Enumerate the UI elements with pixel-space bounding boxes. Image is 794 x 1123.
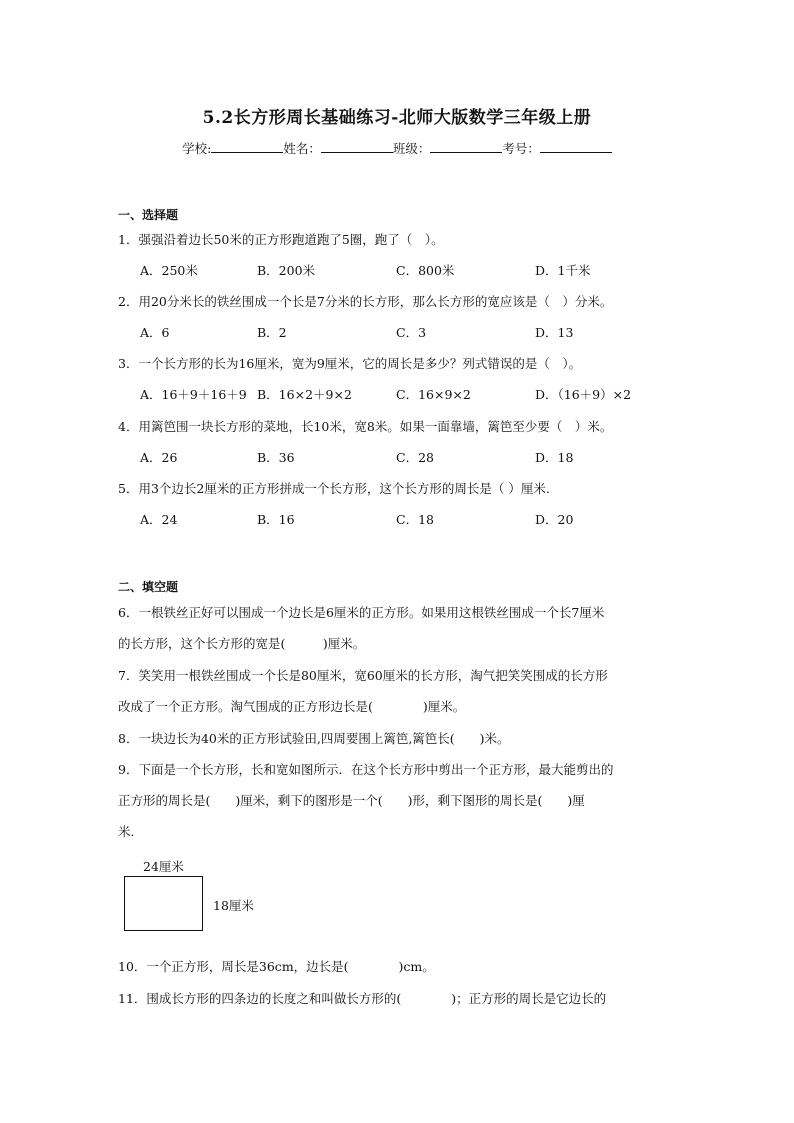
- question-7-line-1: 7．笑笑用一根铁丝围成一个长是80厘米，宽60厘米的长方形，淘气把笑笑围成的长方形: [118, 668, 608, 683]
- question-2: 2．用20分米长的铁丝围成一个长是7分米的长方形，那么长方形的宽应该是（ ）分米。: [118, 294, 613, 309]
- option-b[interactable]: B．36: [257, 450, 295, 465]
- rectangle-figure: [124, 876, 203, 931]
- question-5-options: [140, 510, 700, 528]
- option-a[interactable]: A．250米: [140, 263, 198, 278]
- question-9-line-3: 米．: [118, 824, 144, 839]
- option-d[interactable]: D．13: [535, 325, 574, 340]
- question-5: 5．用3个边长2厘米的正方形拼成一个长方形，这个长方形的周长是（ ）厘米.: [118, 481, 550, 496]
- name-label: 姓名：: [283, 141, 321, 156]
- option-a[interactable]: A．26: [140, 450, 178, 465]
- question-8: 8．一块边长为40米的正方形试验田,四周要围上篱笆,篱笆长( )米。: [118, 731, 510, 746]
- option-d[interactable]: D．18: [535, 450, 574, 465]
- name-blank[interactable]: [321, 141, 393, 153]
- option-d[interactable]: D．20: [535, 512, 574, 527]
- question-4-options: [140, 448, 700, 466]
- question-2-options: [140, 323, 700, 341]
- question-6-line-1: 6．一根铁丝正好可以围成一个边长是6厘米的正方形。如果用这根铁丝围成一个长7厘米: [118, 605, 605, 620]
- question-7-line-2: 改成了一个正方形。淘气围成的正方形边长是( )厘米。: [118, 699, 466, 714]
- number-label: 考号：: [502, 141, 540, 156]
- section-choice-heading: 一、选择题: [118, 208, 179, 222]
- option-c[interactable]: C．18: [396, 512, 434, 527]
- option-c[interactable]: C．16×9×2: [396, 387, 471, 402]
- question-9-line-2: 正方形的周长是( )厘米，剩下的图形是一个( )形，剩下图形的周长是( )厘: [118, 793, 585, 808]
- question-6-line-2: 的长方形，这个长方形的宽是( )厘米。: [118, 636, 366, 651]
- option-c[interactable]: C．28: [396, 450, 434, 465]
- section-fill-heading: 二、填空题: [118, 580, 179, 594]
- question-3: 3．一个长方形的长为16厘米，宽为9厘米，它的周长是多少？列式错误的是（ ）。: [118, 356, 582, 371]
- school-label: 学校:: [182, 141, 212, 156]
- option-d[interactable]: D．（16＋9）×2: [535, 387, 632, 402]
- option-a[interactable]: A．6: [140, 325, 170, 340]
- option-b[interactable]: B．200米: [257, 263, 316, 278]
- question-11: 11．围成长方形的四条边的长度之和叫做长方形的( )；正方形的周长是它边长的: [118, 991, 607, 1006]
- option-b[interactable]: B．16×2＋9×2: [257, 387, 352, 402]
- class-blank[interactable]: [430, 141, 502, 153]
- option-b[interactable]: B．2: [257, 325, 287, 340]
- question-1-options: [140, 261, 700, 279]
- number-blank[interactable]: [540, 141, 612, 153]
- option-c[interactable]: C．3: [396, 325, 427, 340]
- option-a[interactable]: A．16＋9＋16＋9: [140, 387, 247, 402]
- question-9-line-1: 9．下面是一个长方形，长和宽如图所示．在这个长方形中剪出一个正方形，最大能剪出的: [118, 762, 614, 777]
- option-c[interactable]: C．800米: [396, 263, 455, 278]
- figure-width-label: 18厘米: [213, 898, 254, 913]
- figure-length-label: 24厘米: [143, 859, 184, 874]
- question-10: 10．一个正方形，周长是36cm，边长是( )cm。: [118, 959, 435, 974]
- option-d[interactable]: D．1千米: [535, 263, 591, 278]
- option-b[interactable]: B．16: [257, 512, 295, 527]
- option-a[interactable]: A．24: [140, 512, 178, 527]
- question-1: 1．强强沿着边长50米的正方形跑道跑了5圈，跑了（ ）。: [118, 232, 444, 247]
- page-title: 5.2长方形周长基础练习-北师大版数学三年级上册: [202, 108, 592, 128]
- class-label: 班级：: [392, 141, 431, 156]
- student-info-line: [0, 139, 794, 157]
- question-3-options: [140, 385, 700, 403]
- school-blank[interactable]: [211, 141, 283, 153]
- question-4: 4．用篱笆围一块长方形的菜地，长10米，宽8米。如果一面靠墙，篱笆至少要（ ）米。: [118, 419, 613, 434]
